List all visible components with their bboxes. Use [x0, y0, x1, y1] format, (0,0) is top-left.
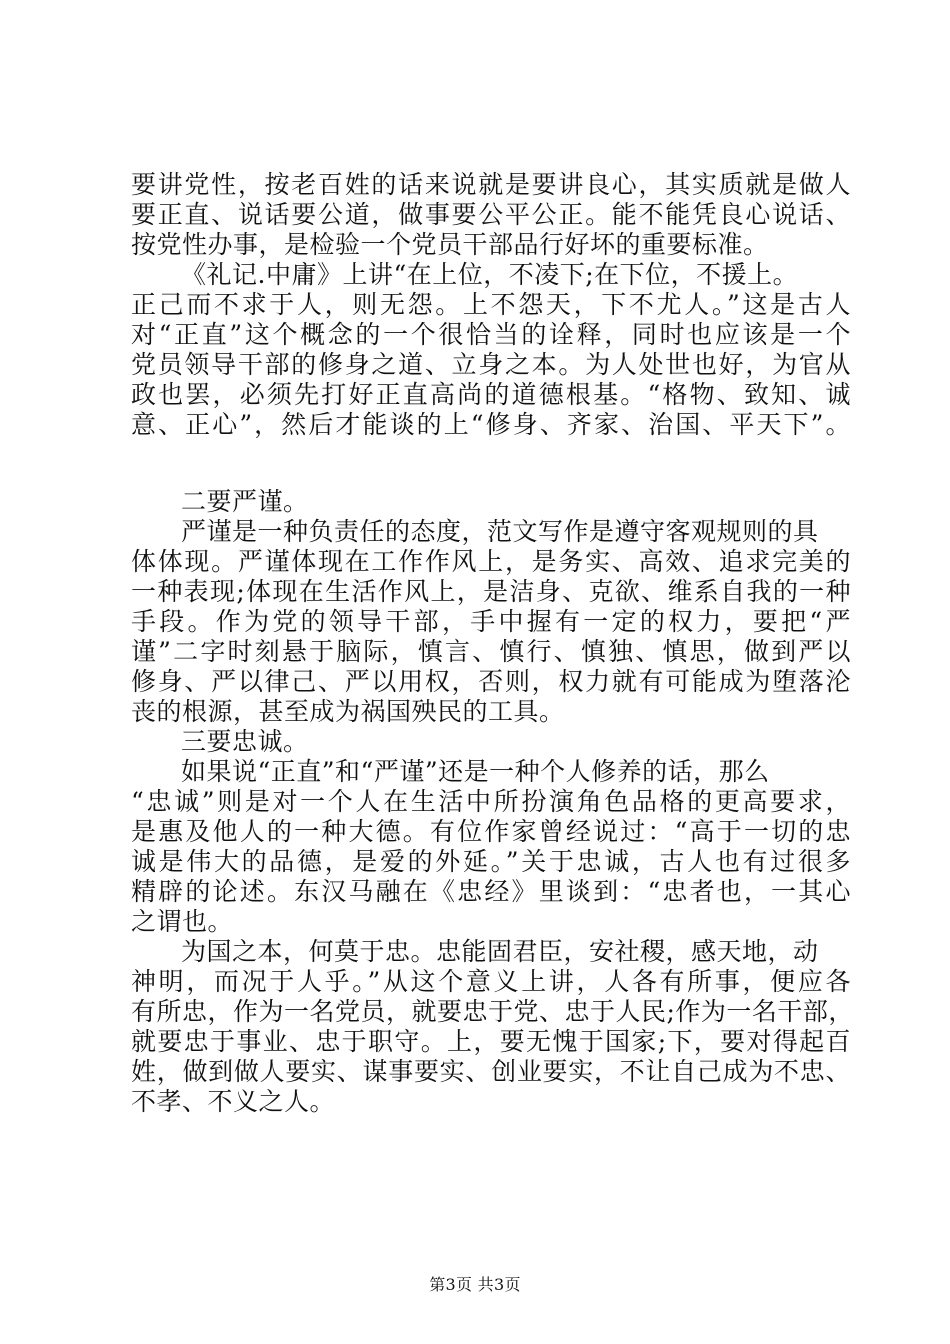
text-line: 要讲党性，按老百姓的话来说就是要讲良心，其实质就是做人	[131, 170, 851, 199]
paragraph	[131, 170, 851, 260]
text-line: 《礼记.中庸》上讲“在上位，不凌下;在下位，不援上。	[181, 260, 799, 289]
text-line: 为国之本，何莫于忠。忠能固君臣，安社稷，感天地，动	[181, 937, 819, 966]
section-heading	[131, 727, 851, 757]
text-line: 精辟的论述。东汉马融在《忠经》里谈到：“忠者也，一其心	[131, 877, 851, 906]
text-line: 体体现。严谨体现在工作作风上，是务实、高效、追求完美的	[131, 547, 851, 576]
text-line: 按党性办事，是检验一个党员干部品行好坏的重要标准。	[131, 230, 769, 259]
text-line: 就要忠于事业、忠于职守。上，要无愧于国家;下，要对得起百	[131, 1027, 851, 1056]
text-line: 手段。作为党的领导干部，手中握有一定的权力，要把“严	[131, 607, 851, 636]
page-footer: 第3页 共3页	[429, 1275, 521, 1294]
paragraph	[131, 517, 851, 727]
text-line: 姓，做到做人要实、谋事要实、创业要实，不让自己成为不忠、	[131, 1057, 851, 1086]
text-line: 一种表现;体现在生活作风上，是洁身、克欲、维系自我的一种	[131, 577, 851, 606]
paragraph	[131, 260, 851, 440]
text-line: 意、正心”，然后才能谈的上“修身、齐家、治国、平天下”。	[131, 410, 851, 439]
text-line: 谨”二字时刻悬于脑际，慎言、慎行、慎独、慎思，做到严以	[131, 637, 851, 666]
text-line: 是惠及他人的一种大德。有位作家曾经说过：“高于一切的忠	[131, 817, 851, 846]
paragraph	[131, 757, 851, 937]
paragraph	[131, 937, 854, 1117]
text-line: 要正直、说话要公道，做事要公平公正。能不能凭良心说话、	[131, 200, 851, 229]
text-line: “忠诚”则是对一个人在生活中所扮演角色品格的更高要求，	[131, 787, 851, 816]
text-line: 政也罢，必须先打好正直高尚的道德根基。“格物、致知、诚	[131, 380, 851, 409]
text-line: 不孝、不义之人。	[131, 1087, 336, 1116]
text-line: 对“正直”这个概念的一个很恰当的诠释，同时也应该是一个	[131, 320, 851, 349]
text-line: 党员领导干部的修身之道、立身之本。为人处世也好，为官从	[131, 350, 851, 379]
text-line: 正己而不求于人，则无怨。上不怨天，下不尤人。”这是古人	[131, 290, 851, 319]
text-line: 丧的根源，甚至成为祸国殃民的工具。	[131, 697, 565, 726]
text-line: 修身、严以律己、严以用权，否则，权力就有可能成为堕落沦	[131, 667, 851, 696]
text-line: 有所忠，作为一名党员，就要忠于党、忠于人民;作为一名干部，	[131, 997, 854, 1026]
paragraph-gap	[131, 440, 851, 487]
text-line: 三要忠诚。	[181, 727, 309, 756]
text-line: 之谓也。	[131, 907, 234, 936]
text-line: 诚是伟大的品德，是爱的外延。”关于忠诚，古人也有过很多	[131, 847, 851, 876]
document-body	[131, 170, 854, 1117]
text-line: 严谨是一种负责任的态度，范文写作是遵守客观规则的具	[181, 517, 819, 546]
text-line: 如果说“正直”和“严谨”还是一种个人修养的话，那么	[181, 757, 770, 786]
section-heading	[131, 487, 851, 517]
text-line: 神明，而况于人乎。”从这个意义上讲，人各有所事，便应各	[131, 967, 851, 996]
text-line: 二要严谨。	[181, 487, 309, 516]
